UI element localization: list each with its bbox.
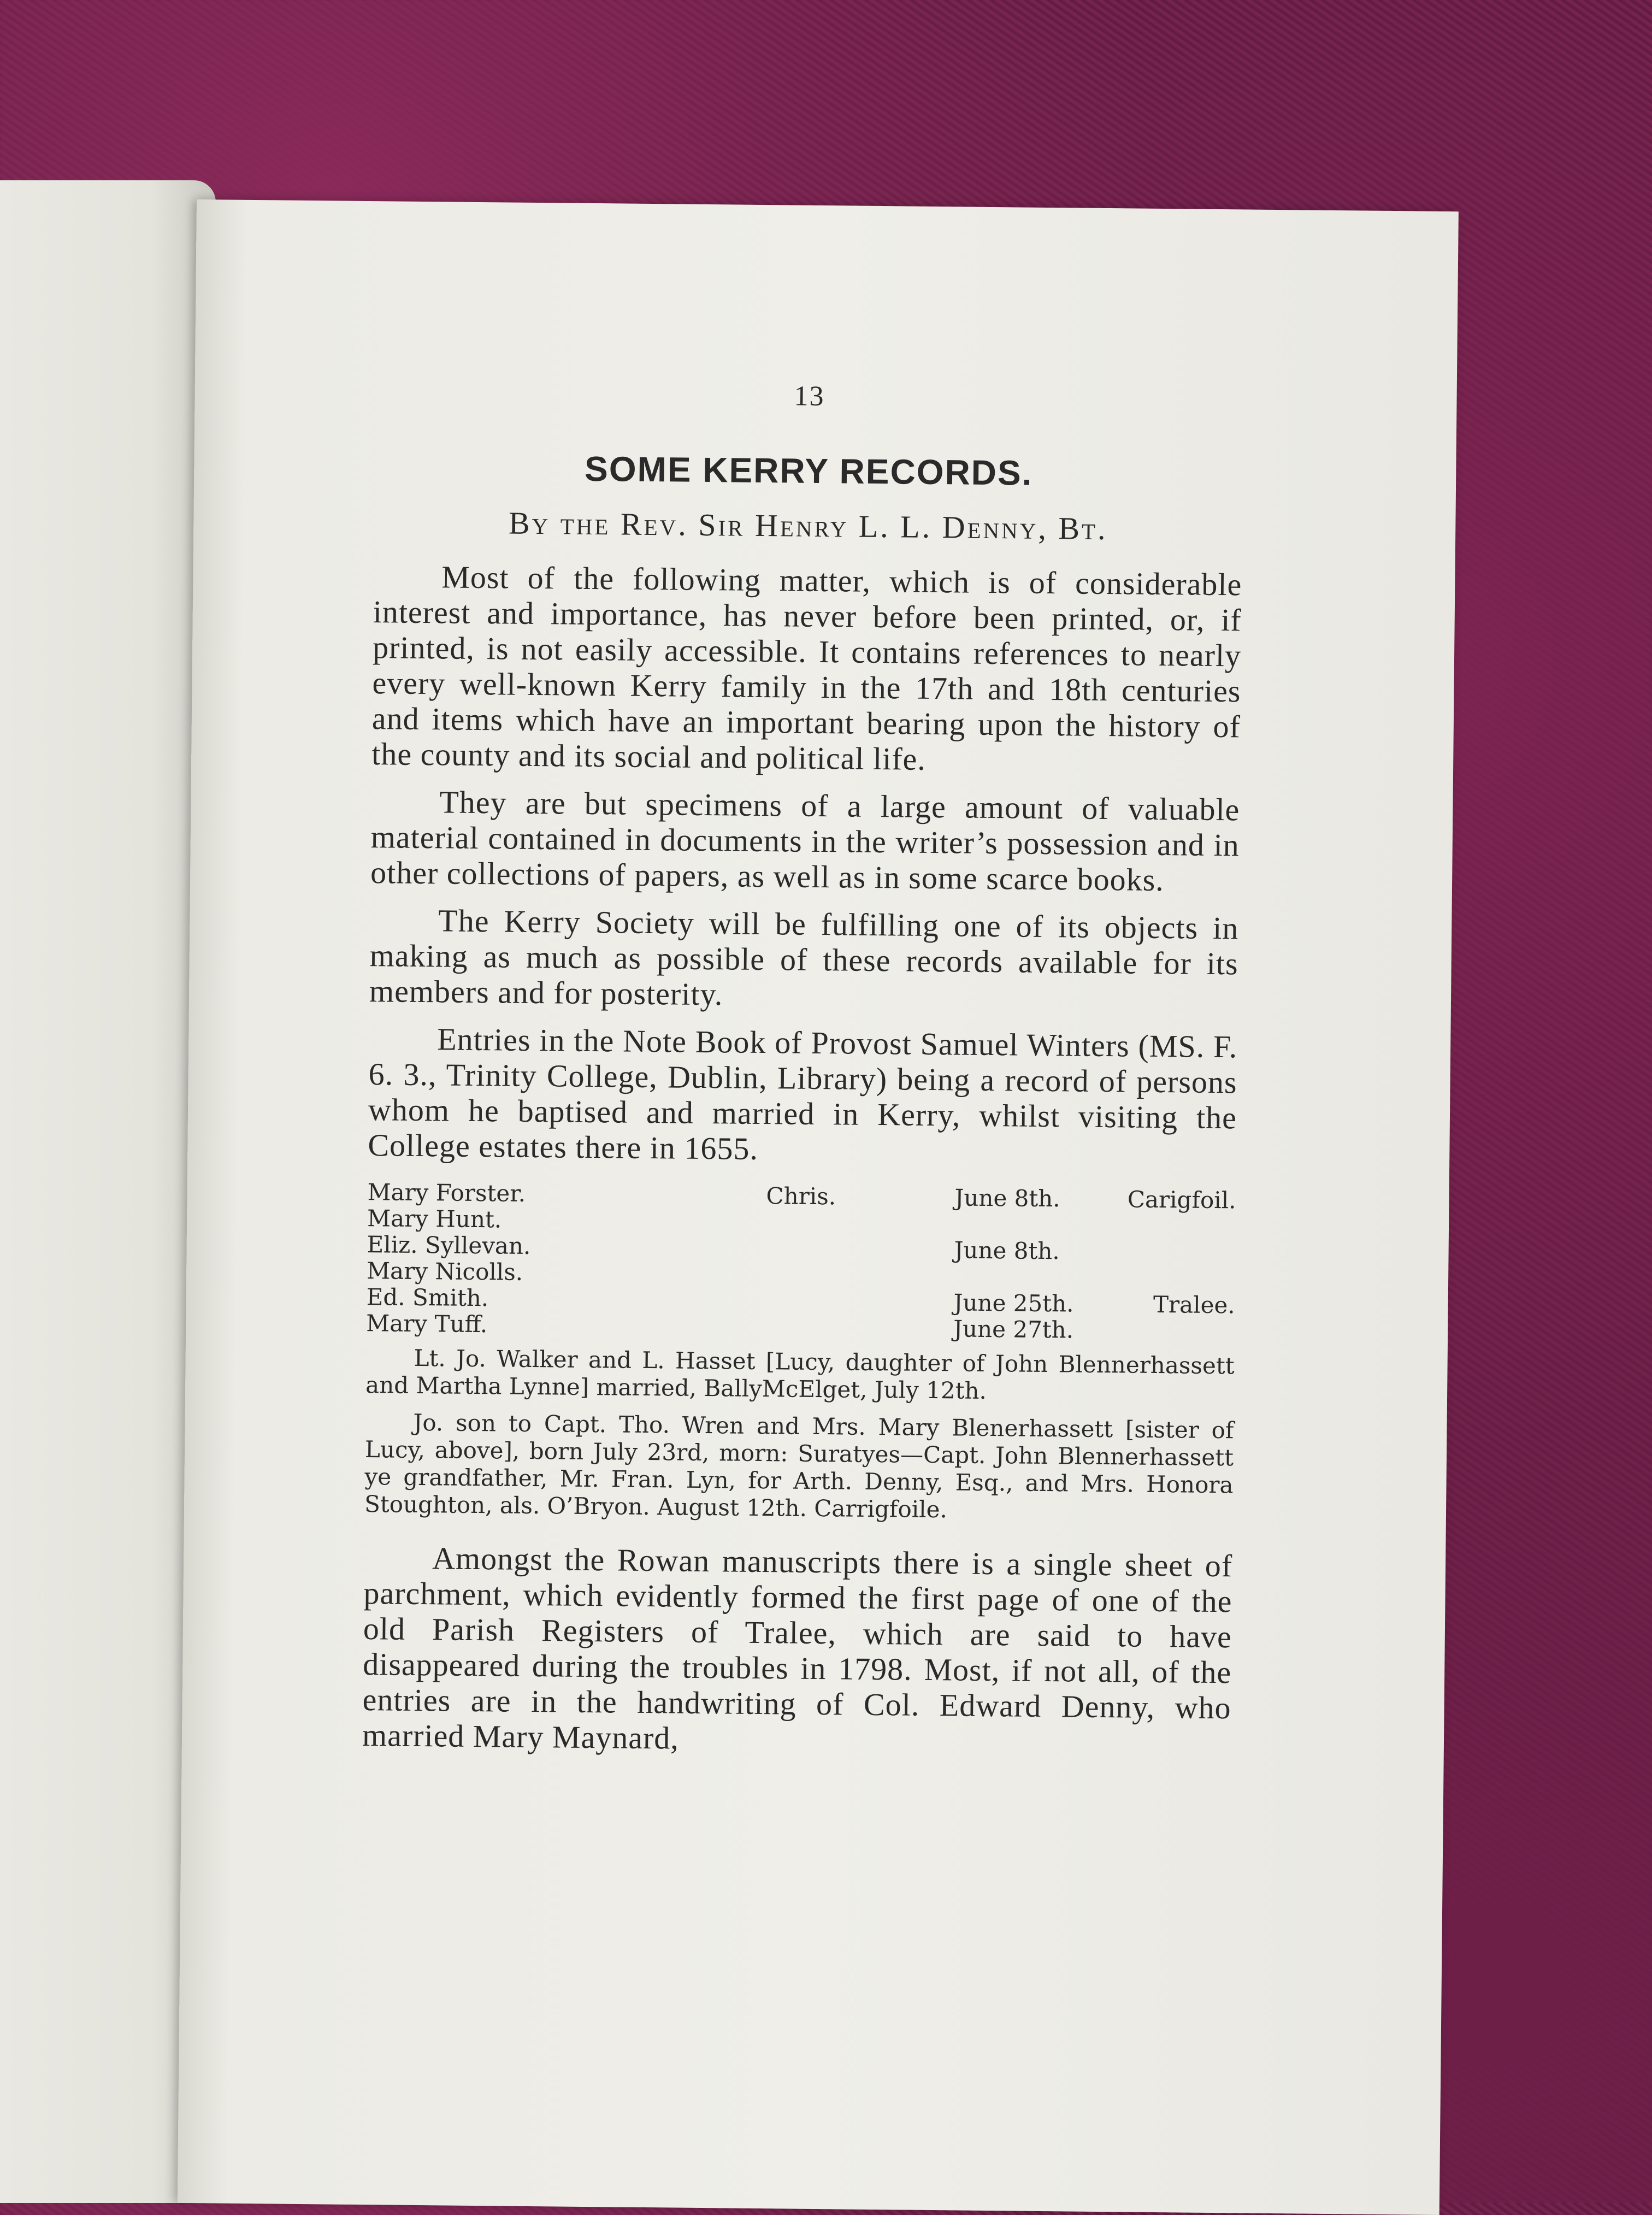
paragraph: The Kerry Society will be fulfilling one of its objects in making as much as possible of these records available for its members and for posterity. xyxy=(369,903,1239,1012)
paragraph: Entries in the Note Book of Provost Samuel Winters (MS. F. 6. 3., Trinity College, Dublin, Library) being a record of persons whom he baptised and married in Kerry, whilst visiting the College estates there in 1655. xyxy=(368,1021,1238,1167)
byline: By the Rev. Sir Henry L. L. Denny, Bt. xyxy=(508,505,1108,547)
record-name: Mary Hunt. xyxy=(367,1205,502,1233)
record-name: Mary Tuff. xyxy=(366,1310,488,1338)
record-name: Ed. Smith. xyxy=(366,1283,489,1312)
record-date xyxy=(954,1211,1118,1239)
record-place xyxy=(1117,1317,1235,1345)
record-date: June 8th. xyxy=(954,1184,1060,1212)
closing-paragraph: Amongst the Rowan manuscripts there is a single sheet of parchment, which evidently formed the first page of one of the old Parish Registers of Tralee, which are said to have disappeared during the troubles in 1798. Most, if not all, of the entries are in the handwriting of Col. Edward Denny, who married Mary Maynard, xyxy=(362,1540,1233,1756)
page-content xyxy=(362,376,1244,1773)
record-place xyxy=(1118,1239,1235,1266)
record-place xyxy=(1118,1212,1236,1240)
record-date: June 27th. xyxy=(953,1315,1074,1344)
record-note: Jo. son to Capt. Tho. Wren and Mrs. Mary Blenerhassett [sister of Lucy, above], born July 23rd, morn: Suratyes—Capt. John Blennerhassett ye grandfather, Mr. Fran. Lyn, for Arth. Denny, Esq., and Mrs. Honora Stoughton, als. O’Bryon. August 12th. Carrigfoile. xyxy=(364,1409,1234,1523)
paragraph: They are but specimens of a large amount of valuable material contained in documents in the writer’s possession and in other collections of papers, as well as in some scarce books. xyxy=(370,784,1240,898)
record-rite xyxy=(765,1314,953,1342)
record-name: Mary Nicolls. xyxy=(366,1257,523,1286)
record-place: Tralee. xyxy=(1153,1291,1235,1319)
record-rite xyxy=(765,1262,954,1289)
paragraph: Most of the following matter, which is of considerable interest and importance, has never before been printed, or, if printed, is not easily accessible. It contains references to nearly every well-known Kerry family in the 17th and 18th centuries and items which have an important bearing upon the history of the county and its social and political life. xyxy=(371,559,1242,777)
page-number: 13 xyxy=(794,380,825,413)
record-rite xyxy=(765,1235,954,1263)
record-rite xyxy=(766,1209,954,1237)
record-date: June 8th. xyxy=(954,1236,1060,1265)
record-name: Mary Forster. xyxy=(367,1179,526,1207)
record-rite xyxy=(765,1288,953,1316)
record-date: June 25th. xyxy=(953,1289,1074,1317)
record-date xyxy=(954,1263,1118,1291)
record-place xyxy=(1118,1265,1235,1292)
record-rite: Chris. xyxy=(766,1182,836,1210)
record-name: Eliz. Syllevan. xyxy=(367,1231,531,1259)
record-place: Carigfoil. xyxy=(1127,1186,1236,1214)
record-note: Lt. Jo. Walker and L. Hasset [Lucy, daughter of John Blennerhassett and Martha Lynne] married, BallyMcElget, July 12th. xyxy=(365,1344,1235,1404)
page-title: SOME KERRY RECORDS. xyxy=(584,449,1033,493)
right-page xyxy=(178,199,1459,2215)
baptism-records xyxy=(366,1179,1236,1345)
